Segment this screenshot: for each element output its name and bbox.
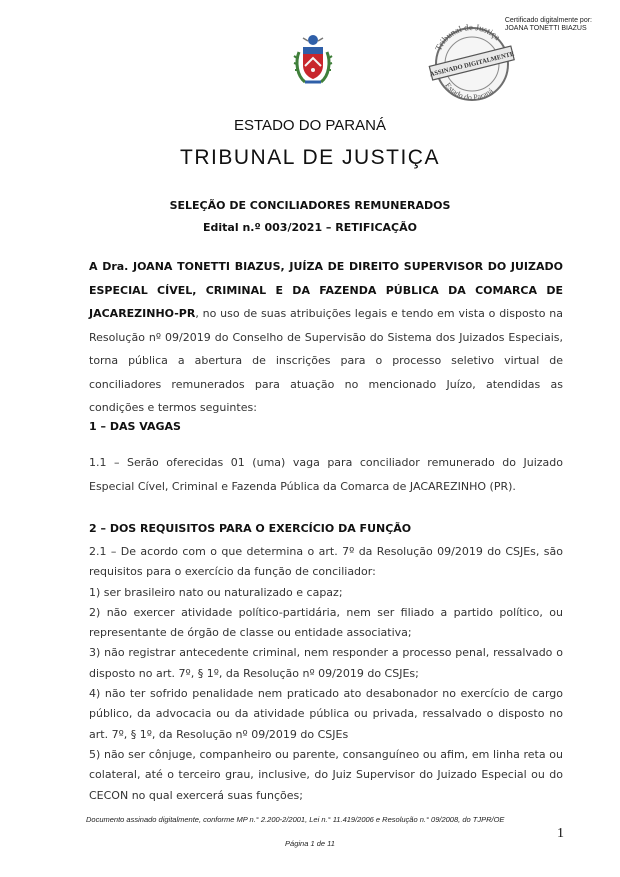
page-indicator: Página 1 de 11 — [285, 839, 335, 848]
section-1-text: 1.1 – Serão oferecidas 01 (uma) vaga para conciliador remunerado do Juizado Especial Cível, Criminal e Fazenda Pública da Comarca de JACAREZINHO (PR). — [89, 456, 563, 493]
parana-coat-of-arms-icon — [293, 32, 333, 88]
seal-band-text: ASSINADO DIGITALMENTE — [429, 50, 516, 79]
requirement-item: 1) ser brasileiro nato ou naturalizado e capaz; — [89, 585, 343, 599]
intro-bold: A Dra. JOANA TONETTI BIAZUS, JUÍZA DE DIREITO SUPERVISOR DO JUIZADO ESPECIAL CÍVEL, CRIMINAL E DA FAZENDA PÚBLICA DA COMARCA DE JACAREZINHO-PR — [89, 260, 563, 320]
requirement-item: 2) não exercer atividade político-partidária, nem ser filiado a partido político, ou representante de órgão de classe ou entidade associativa; — [89, 605, 563, 640]
certificate-line-1: Certificado digitalmente por: — [504, 17, 592, 24]
intro-paragraph — [89, 255, 563, 420]
section-1-heading: 1 – DAS VAGAS — [89, 420, 181, 433]
document-subtitle: Edital n.º 003/2021 – RETIFICAÇÃO — [203, 221, 417, 234]
requirement-item: 3) não registrar antecedente criminal, nem responder a processo penal, ressalvado o disposto no art. 7º, § 1º, da Resolução nº 09/2019 do CSJEs; — [89, 646, 563, 680]
seal-top-text: Tribunal de Justiça — [433, 21, 503, 53]
certificate-signer: JOANA TONETTI BIAZUS — [504, 25, 587, 32]
page-number: 1 — [557, 826, 564, 841]
section-2-content — [89, 542, 563, 806]
digital-signature-seal-icon — [424, 20, 520, 104]
state-name: ESTADO DO PARANÁ — [234, 117, 386, 134]
requirement-item: 4) não ter sofrido penalidade nem praticado ato desabonador no exercício de cargo público, da advocacia ou da atividade pública ou privada, ressalvado o disposto no art. 7º, § 1º, da Resolução nº 09/2019 do CSJEs — [89, 687, 563, 741]
seal-bottom-text: Estado do Paraná — [443, 81, 495, 103]
requirement-item: 5) não ser cônjuge, companheiro ou parente, consanguíneo ou afim, em linha reta ou colateral, até o terceiro grau, inclusive, do Juiz Supervisor do Juizado Especial ou do CECON no qual exercerá suas funções; — [89, 747, 563, 802]
intro-text: , no uso de suas atribuições legais e tendo em vista o disposto na Resolução nº 09/2019 do Conselho de Supervisão do Sistema dos Juizados Especiais, torna pública a abertura de inscrições para o processo seletivo virtual de conciliadores remunerados para atuação no mencionado Juízo, atendidas as condições e termos seguintes: — [89, 307, 563, 414]
section-2-intro: 2.1 – De acordo com o que determina o art. 7º da Resolução 09/2019 do CSJEs, são requisitos para o exercício da função de conciliador: — [89, 545, 563, 579]
section-2-heading: 2 – DOS REQUISITOS PARA O EXERCÍCIO DA FUNÇÃO — [89, 522, 412, 535]
footer-note: Documento assinado digitalmente, conforme MP n.° 2.200-2/2001, Lei n.° 11.419/2006 e Resolução n.° 09/2008, do TJPR/OE — [86, 815, 505, 824]
document-title: SELEÇÃO DE CONCILIADORES REMUNERADOS — [169, 199, 451, 212]
court-name: TRIBUNAL DE JUSTIÇA — [180, 146, 440, 169]
